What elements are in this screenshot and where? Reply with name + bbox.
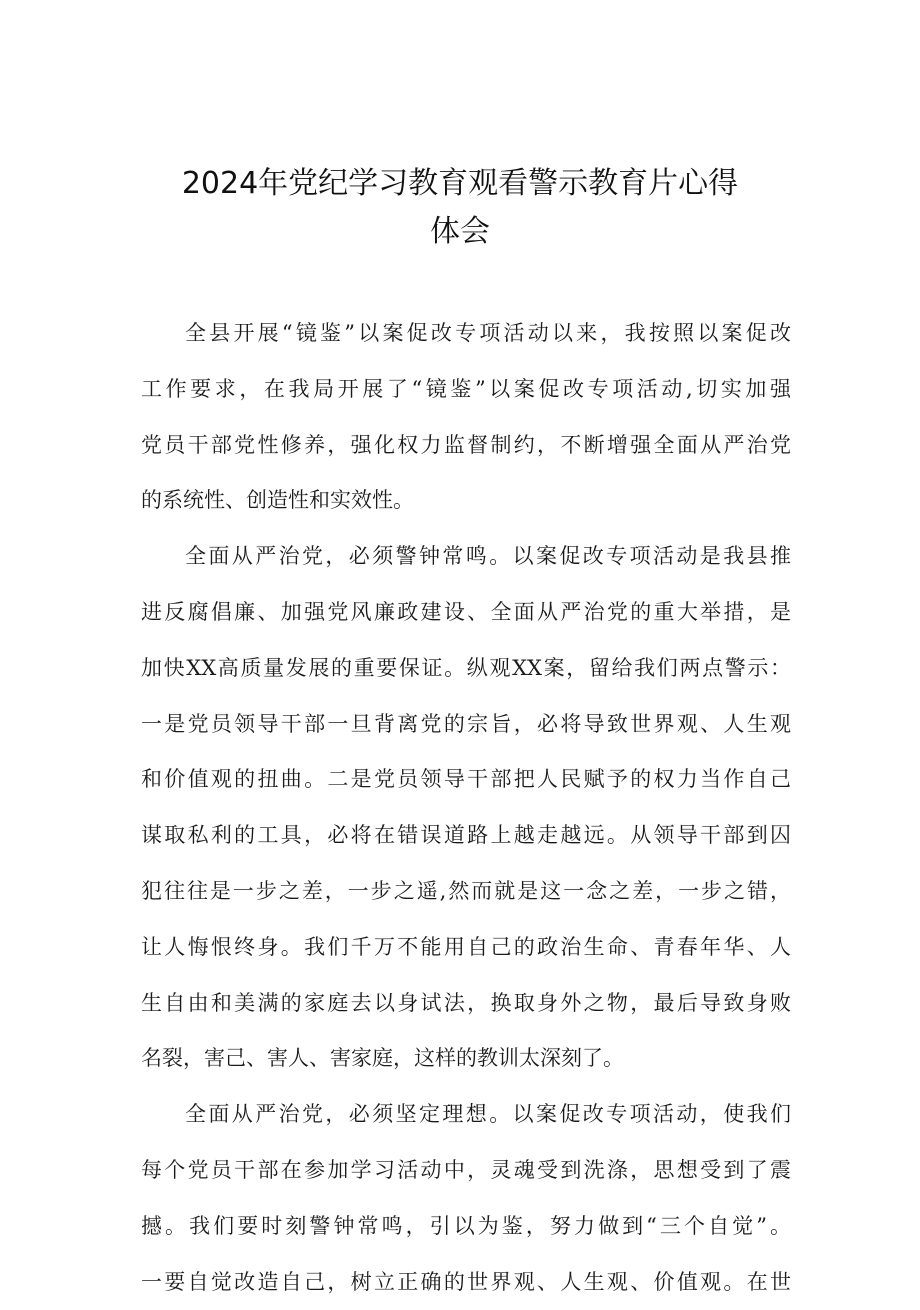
paragraph-1	[141, 306, 791, 529]
title-line-2: 体会	[430, 214, 490, 249]
text-line: 全面从严治党，必须警钟常鸣。以案促改专项活动是我县推	[185, 544, 791, 569]
text-line: 生自由和美满的家庭去以身试法，换取身外之物，最后导致身败	[141, 990, 791, 1015]
text-line: 犯往往是一步之差，一步之遥,然而就是这一念之差，一步之错，	[141, 878, 791, 903]
text-line: 撼。我们要时刻警钟常鸣，引以为鉴，努力做到“三个自觉”。	[141, 1213, 791, 1238]
text-line: 的系统性、创造性和实效性。	[141, 488, 414, 513]
title-line-1: 2024年党纪学习教育观看警示教育片心得	[181, 166, 739, 201]
text-line: 进反腐倡廉、加强党风廉政建设、全面从严治党的重大举措，是	[141, 599, 791, 624]
text-line: 谋取私利的工具，必将在错误道路上越走越远。从领导干部到囚	[141, 823, 791, 848]
document-title	[100, 160, 820, 256]
text-line: 工作要求，在我局开展了“镜鉴”以案促改专项活动,切实加强	[141, 376, 791, 401]
text-line: 让人悔恨终身。我们千万不能用自己的政治生命、青春年华、人	[141, 934, 791, 959]
document-body	[141, 306, 791, 1310]
text-line: 一是党员领导干部一旦背离党的宗旨，必将导致世界观、人生观	[141, 711, 791, 736]
paragraph-2	[141, 529, 791, 1087]
text-line: 名裂，害己、害人、害家庭，这样的教训太深刻了。	[141, 1046, 624, 1071]
text-line: 党员干部党性修养，强化权力监督制约，不断增强全面从严治党	[141, 432, 791, 457]
text-line: 每个党员干部在参加学习活动中，灵魂受到洗涤，思想受到了震	[141, 1157, 791, 1182]
text-line: 一要自觉改造自己，树立正确的世界观、人生观、价值观。在世	[141, 1269, 791, 1294]
text-line: 和价值观的扭曲。二是党员领导干部把人民赋予的权力当作自己	[141, 767, 791, 792]
text-line: 加快XX高质量发展的重要保证。纵观XX案，留给我们两点警示：	[141, 655, 791, 680]
text-line: 全面从严治党，必须坚定理想。以案促改专项活动，使我们	[185, 1102, 791, 1127]
text-line: 全县开展“镜鉴”以案促改专项活动以来，我按照以案促改	[185, 321, 791, 345]
paragraph-3	[141, 1087, 791, 1310]
